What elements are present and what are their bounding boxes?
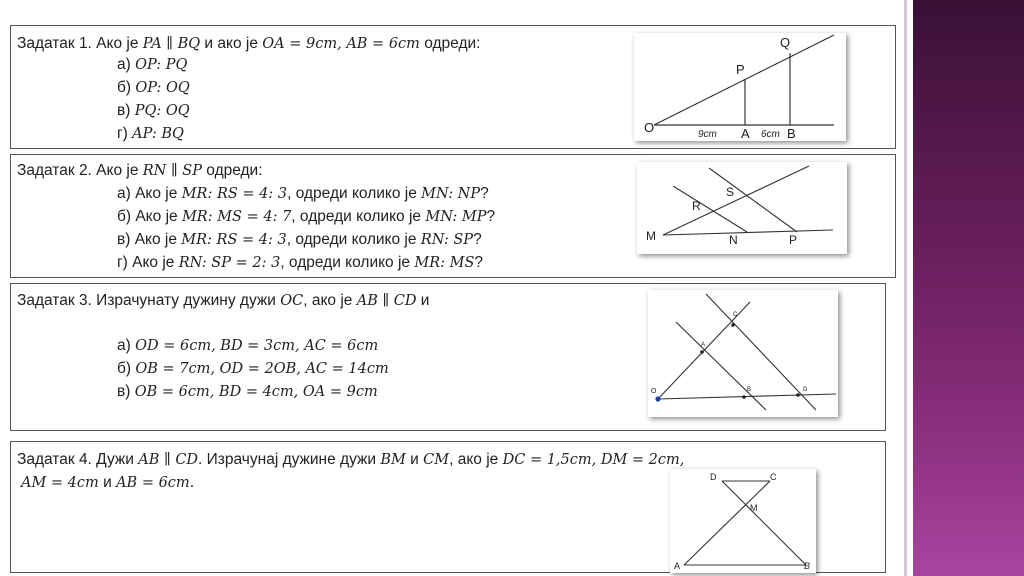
task-3-statement: Задатак 3. Израчунату дужину дужи OC, ако је AB ∥ CD и: [17, 292, 430, 309]
label-C: C: [733, 312, 738, 318]
task-1-figure: [634, 33, 846, 141]
task-2-statement: Задатак 2. Ако је RN ∥ SP одреди:: [17, 162, 263, 179]
task-4-condition: AB ∥ CD: [138, 452, 199, 468]
task-3-item-c: в) OB = 6cm, BD = 4cm, OA = 9cm: [117, 383, 378, 400]
label-N: N: [729, 233, 738, 247]
label-C: C: [770, 472, 777, 482]
label-B: B: [787, 126, 796, 141]
task-1-item-a: а) OP: PQ: [117, 56, 188, 73]
label-M: M: [646, 229, 656, 243]
task-2-item-b: б) Ако је MR: MS = 4: 7, одреди колико је MN: MP?: [117, 208, 496, 225]
task-4-statement-line2: AM = 4cm и AB = 6cm.: [21, 474, 195, 491]
label-A: A: [741, 126, 750, 141]
label-P: P: [789, 233, 798, 247]
task-1-condition: PA ∥ BQ: [142, 36, 201, 52]
label-D: D: [803, 387, 808, 393]
task-1-given: OA = 9cm, AB = 6cm: [262, 36, 420, 52]
task-3-item-b: б) OB = 7cm, OD = 2OB, AC = 14cm: [117, 360, 389, 377]
label-M: M: [750, 503, 758, 513]
label-len-oa: 9cm: [698, 129, 717, 140]
task-4-figure: [670, 469, 816, 573]
task-2-item-a: а) Ако је MR: RS = 4: 3, одреди колико је MN: NP?: [117, 185, 489, 202]
task-4-statement: Задатак 4. Дужи AB ∥ CD. Израчунај дужине дужи BM и CM, ако је DC = 1,5cm, DM = 2cm,: [17, 451, 685, 468]
label-S: S: [726, 185, 735, 199]
task-1-prefix: Задатак 1. Ако је: [17, 35, 143, 52]
task-3-figure: [648, 290, 838, 417]
label-O: O: [651, 388, 657, 395]
label-R: R: [692, 199, 701, 213]
task-3-item-a: а) OD = 6cm, BD = 3cm, AC = 6cm: [117, 337, 379, 354]
task-2-condition: RN ∥ SP: [142, 163, 202, 179]
task-1-item-c: в) PQ: OQ: [117, 102, 190, 119]
task-1-statement: [17, 32, 480, 56]
label-B: B: [747, 387, 752, 393]
label-O: O: [644, 120, 655, 135]
task-1-item-b: б) OP: OQ: [117, 79, 190, 96]
label-P: P: [736, 62, 745, 77]
label-A: A: [701, 342, 706, 348]
task-2-item-d: г) Ако је RN: SP = 2: 3, одреди колико је MR: MS?: [117, 254, 484, 271]
decorative-sidebar: [913, 0, 1024, 576]
task-2-item-c: в) Ако је MR: RS = 4: 3, одреди колико је RN: SP?: [117, 231, 482, 248]
label-A: A: [674, 561, 681, 571]
task-1-mid: и ако је: [200, 35, 263, 52]
label-B: B: [804, 561, 811, 571]
task-1-suffix: одреди:: [419, 35, 481, 52]
label-len-ab: 6cm: [761, 129, 780, 140]
task-2-figure: [637, 162, 847, 254]
label-Q: Q: [780, 35, 791, 50]
sidebar-divider: [904, 0, 907, 576]
task-3-condition: AB ∥ CD: [356, 293, 417, 309]
label-D: D: [710, 472, 717, 482]
task-1-item-d: г) AP: BQ: [117, 125, 184, 142]
